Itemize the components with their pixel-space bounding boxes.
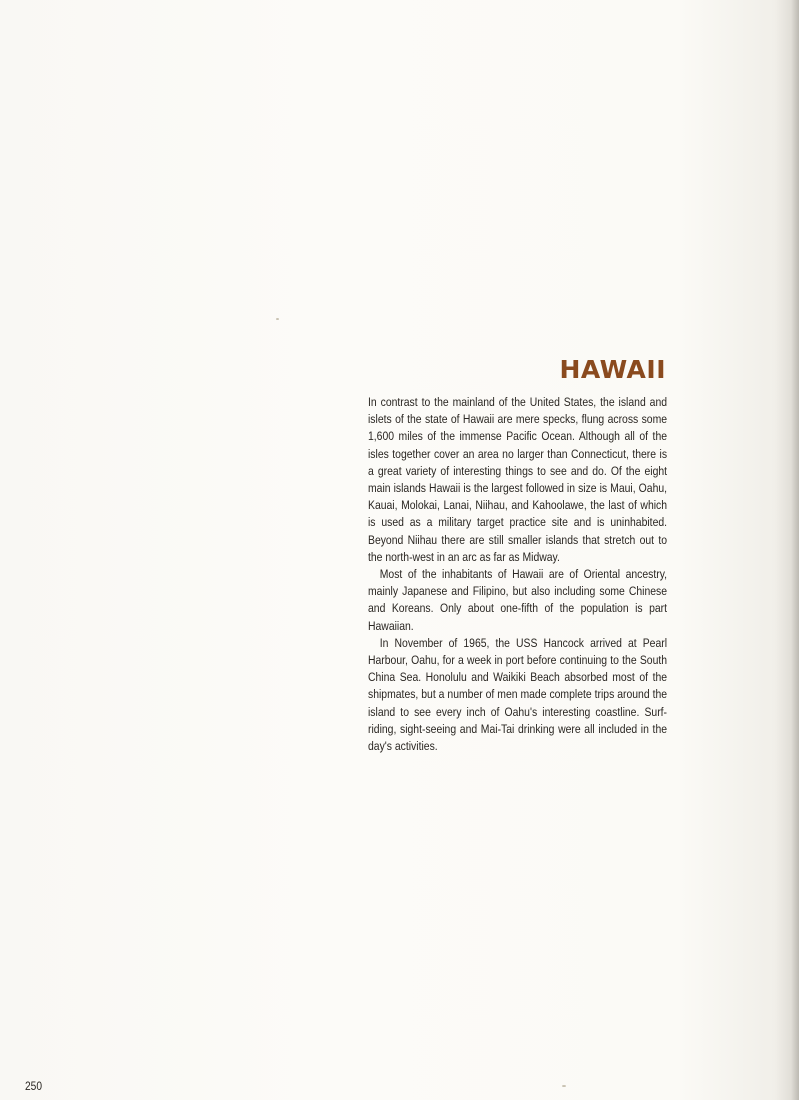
- article-paragraph-1: In contrast to the mainland of the United States, the island and islets of the state of Hawaii are mere specks, flung across some 1,600 miles of the immense Pacific Ocean. Although all of the isles together cover an area no larger than Connecticut, there is a great variety of interesting things to see and do. Of the eight main islands Hawaii is the largest followed in size is Maui, Oahu, Kauai, Molokai, Lanai, Niihau, and Kahoolawe, the last of which is used as a military target practice site and is uninhabited. Beyond Niihau there are still smaller islands that stretch out to the north-west in an arc as far as Midway.: [368, 395, 668, 564]
- page-number: 250: [25, 1079, 43, 1093]
- paper-speck: [562, 1085, 566, 1087]
- paper-speck: [276, 318, 279, 320]
- page-edge-shadow: [791, 0, 799, 1100]
- article-title: HAWAII: [559, 355, 666, 384]
- article-paragraph-3: In November of 1965, the USS Hancock arrived at Pearl Harbour, Oahu, for a week in port before continuing to the South China Sea. Honolulu and Waikiki Beach absorbed most of the shipmates, but a number of men made complete trips around the island to see every inch of Oahu's interesting coastline. Surf-riding, sight-seeing and Mai-Tai drinking were all included in the day's activities.: [368, 635, 668, 754]
- article-paragraph-2: Most of the inhabitants of Hawaii are of Oriental ancestry, mainly Japanese and Filipino, but also including some Chinese and Koreans. Only about one-fifth of the population is part Hawaiian.: [368, 567, 668, 633]
- article-body: [368, 394, 668, 755]
